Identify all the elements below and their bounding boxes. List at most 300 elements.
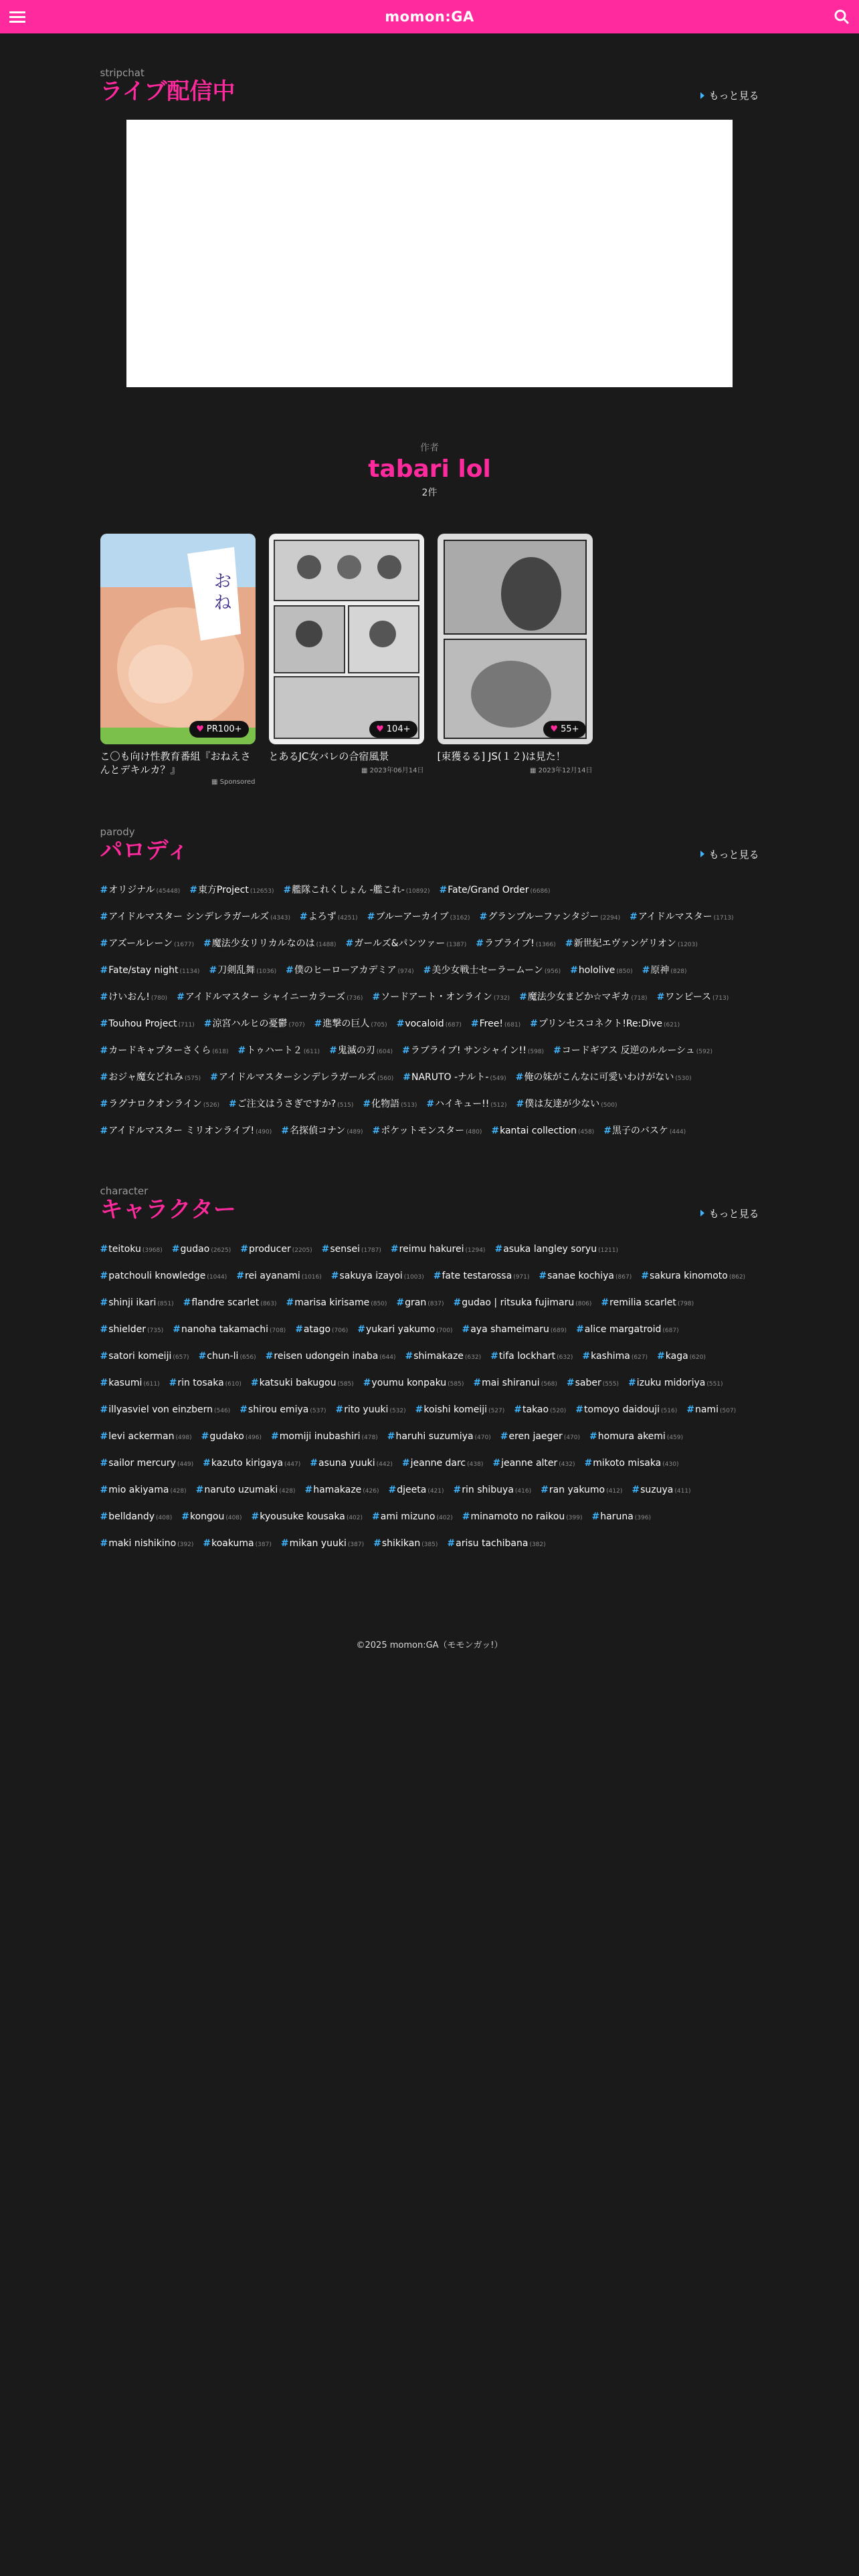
parody-tag[interactable] [439,877,550,904]
hash-icon: # [203,1018,212,1029]
tag-count: (706) [332,1327,349,1334]
tag-name: 僕のヒーローアカデミア [294,964,397,976]
hash-icon: # [237,1045,246,1056]
tag-name: yukari yakumo [365,1323,436,1335]
character-tag[interactable] [632,1477,690,1504]
hash-icon: # [100,1018,108,1029]
character-tag[interactable] [402,1451,483,1477]
tag-count: (408) [156,1514,173,1521]
parody-tag[interactable] [100,904,291,931]
parody-tag[interactable] [491,1118,594,1145]
parody-tag[interactable] [100,1091,220,1118]
tag-name: mio akiyama [108,1484,169,1495]
character-tag[interactable] [203,1531,271,1558]
work-thumbnail[interactable] [438,534,593,744]
tag-count: (470) [474,1434,491,1441]
parody-tag[interactable] [480,904,621,931]
tag-name: hamakaze [313,1484,362,1495]
tag-name: 刀剣乱舞 [217,964,256,976]
work-title[interactable]: とあるJC女バレの合宿風景 [268,750,389,763]
character-tag[interactable] [373,1531,438,1558]
character-tag[interactable] [628,1370,723,1397]
character-tag[interactable] [592,1504,651,1531]
character-tag[interactable] [196,1477,296,1504]
work-title[interactable]: [束獲るる] JS(１２)は見た！ [437,750,566,763]
tag-name: ソードアート・オンライン [381,991,492,1002]
tag-name: levi ackerman [108,1430,175,1442]
tag-count: (2205) [292,1247,312,1254]
tag-name: shirou emiya [248,1404,309,1415]
character-tag[interactable] [462,1504,583,1531]
tag-count: (480) [466,1128,482,1136]
hash-icon: # [100,964,108,976]
character-tag[interactable] [100,1477,187,1504]
character-tag[interactable] [100,1451,194,1477]
tag-name: tomoyo daidouji [584,1404,660,1415]
character-tag[interactable] [657,1344,706,1370]
tag-name: gudao [180,1243,210,1255]
character-tag[interactable] [454,1477,532,1504]
character-tag[interactable] [173,1317,286,1344]
hash-icon: # [210,1071,218,1083]
hash-icon: # [566,1377,575,1388]
character-tag[interactable] [100,1344,189,1370]
tag-count: (1211) [598,1247,619,1254]
parody-tag[interactable] [100,1038,229,1065]
hash-icon: # [447,1537,456,1549]
tag-name: ハイキュー!! [435,1098,490,1109]
tag-name: belldandy [108,1511,155,1522]
tag-count: (549) [490,1075,506,1082]
character-tag[interactable] [539,1263,632,1290]
parody-tag[interactable] [286,958,414,984]
tag-name: ポケットモンスター [381,1125,465,1136]
tag-name: reimu hakurei [399,1243,464,1255]
character-tag[interactable] [183,1290,277,1317]
tag-name: katsuki bakugou [259,1377,337,1388]
character-tag[interactable] [331,1263,424,1290]
character-tag[interactable] [100,1290,174,1317]
live-more-link[interactable] [700,88,759,102]
tag-count: (45448) [156,887,181,895]
character-tag[interactable] [310,1451,393,1477]
parody-tag[interactable] [204,1011,305,1038]
character-tag[interactable] [201,1424,262,1451]
hash-icon: # [514,1404,522,1415]
character-tag[interactable] [100,1424,192,1451]
more-label: もっと見る [708,848,759,861]
parody-tag[interactable] [203,931,337,958]
tag-count: (627) [631,1354,648,1361]
parody-tag[interactable] [565,931,698,958]
character-tag[interactable] [100,1504,173,1531]
hash-icon: # [603,1125,611,1136]
tag-name: rito yuuki [344,1404,389,1415]
hash-icon: # [314,1018,322,1029]
tag-count: (1016) [301,1273,322,1281]
sponsored-label: ▦ Sponsored [211,778,256,786]
hash-icon: # [265,1350,274,1362]
tag-name: mikan yuuki [289,1537,347,1549]
tag-count: (681) [504,1021,521,1029]
tag-count: (449) [177,1461,194,1468]
tag-name: illyasviel von einzbern [108,1404,213,1415]
character-tag[interactable] [434,1263,530,1290]
tag-name: vocaloid [405,1018,444,1029]
tag-count: (1387) [446,941,467,948]
parody-tag[interactable] [402,1038,544,1065]
parody-tag[interactable] [426,1091,506,1118]
character-tag[interactable] [236,1263,322,1290]
character-tag[interactable] [100,1237,163,1263]
tag-count: (1294) [465,1247,486,1254]
character-tag[interactable] [575,1397,677,1424]
tag-name: ami mizuno [380,1511,436,1522]
character-tag[interactable] [372,1504,453,1531]
character-tag[interactable] [462,1317,567,1344]
parody-tag[interactable] [630,904,733,931]
tag-name: アイドルマスターシンデレラガールズ [218,1071,377,1083]
live-title: ライブ配信中 [100,78,235,105]
hash-icon: # [283,884,292,895]
hash-icon: # [372,1511,380,1522]
tag-name: suzuya [640,1484,674,1495]
character-tag[interactable] [389,1477,444,1504]
parody-section [100,826,759,1145]
parody-tag[interactable] [237,1038,320,1065]
parody-tag[interactable] [329,1038,393,1065]
parody-tag[interactable] [284,877,430,904]
hash-icon: # [476,938,484,949]
character-subtitle: character [100,1184,149,1197]
site-logo[interactable]: momon:GA [385,9,474,25]
parody-tag[interactable] [229,1091,353,1118]
parody-tag[interactable] [570,958,633,984]
character-tag[interactable] [447,1531,545,1558]
parody-tag[interactable] [476,931,555,958]
character-tag[interactable] [490,1344,573,1370]
parody-tag[interactable] [471,1011,520,1038]
character-tag[interactable] [473,1370,557,1397]
more-label: もっと見る [708,90,759,102]
tag-count: (489) [347,1128,363,1136]
tag-count: (736) [347,994,363,1002]
tag-count: (490) [256,1128,272,1136]
parody-tag[interactable] [553,1038,712,1065]
character-tag[interactable] [492,1451,575,1477]
character-tag[interactable] [582,1344,648,1370]
character-tag[interactable] [199,1344,256,1370]
character-tag[interactable] [396,1290,444,1317]
tag-count: (385) [421,1541,438,1548]
parody-tag[interactable] [100,877,181,904]
hash-icon: # [321,1243,330,1255]
hash-icon: # [479,911,488,922]
tag-count: (850) [616,968,633,975]
parody-tag[interactable] [300,904,358,931]
tag-count: (707) [288,1021,305,1029]
character-tag[interactable] [391,1237,486,1263]
tag-count: (598) [527,1048,545,1055]
hash-icon: # [363,1098,371,1109]
tag-name: 俺の妹がこんなに可愛いわけがない [524,1071,674,1083]
character-tag[interactable] [100,1370,160,1397]
parody-tag[interactable] [189,877,274,904]
hash-icon: # [286,1297,294,1308]
character-tag[interactable] [601,1290,694,1317]
work-date-text: 2023年12月14日 [538,767,593,775]
character-tag[interactable] [641,1263,745,1290]
parody-tag[interactable] [100,958,200,984]
hash-icon: # [405,1350,413,1362]
tag-count: (4251) [337,914,358,922]
hash-icon: # [462,1323,470,1335]
tag-count: (1787) [361,1247,381,1254]
work-thumbnail[interactable] [100,534,256,744]
tag-name: nami [694,1404,719,1415]
character-tag[interactable] [589,1424,683,1451]
svg-text:お: お [213,572,231,593]
character-tag[interactable] [251,1370,354,1397]
tag-name: 僕は友達が少ない [524,1098,600,1109]
author-section [100,441,759,499]
character-tag[interactable] [172,1237,231,1263]
character-tag[interactable] [266,1344,396,1370]
tag-name: Fate/Grand Order [448,884,529,895]
hash-icon: # [100,911,108,922]
tag-count: (12653) [250,887,274,895]
character-tag[interactable] [514,1397,566,1424]
tag-name: Fate/stay night [108,964,179,976]
parody-tag[interactable] [373,1118,482,1145]
parody-tag[interactable] [346,931,467,958]
tag-count: (713) [712,994,729,1002]
tag-count: (459) [666,1434,684,1441]
tag-name: asuna yuuki [318,1457,375,1469]
character-tag[interactable] [252,1504,363,1531]
tag-count: (560) [377,1075,394,1082]
hash-icon: # [100,1537,108,1549]
like-badge [189,721,248,738]
parody-tag[interactable] [209,958,276,984]
tag-count: (656) [240,1354,256,1361]
parody-tag[interactable] [516,1065,692,1091]
parody-tag[interactable] [100,1065,201,1091]
hash-icon: # [402,1045,410,1056]
tag-count: (718) [631,994,648,1002]
tag-count: (863) [260,1300,277,1307]
character-tag[interactable] [100,1531,194,1558]
tag-count: (632) [557,1354,573,1361]
tag-count: (1713) [713,914,734,922]
tag-count: (568) [541,1380,557,1388]
tag-count: (708) [269,1327,286,1334]
tag-count: (530) [675,1075,692,1082]
character-tag[interactable] [271,1424,378,1451]
tag-count: (851) [157,1300,174,1307]
hash-icon: # [189,884,197,895]
parody-tag[interactable] [100,984,168,1011]
heart-icon: ♥ [376,724,384,735]
hash-icon: # [576,1323,584,1335]
menu-icon[interactable] [8,7,27,26]
tag-name: teitoku [108,1243,141,1255]
hash-icon: # [396,1018,405,1029]
parody-tag[interactable] [657,984,729,1011]
tag-name: shinji ikari [108,1297,157,1308]
character-tag[interactable] [686,1397,736,1424]
tag-count: (496) [245,1434,262,1441]
tag-name: tifa lockhart [498,1350,556,1362]
live-embed-frame[interactable] [126,120,733,387]
character-tag[interactable] [357,1317,452,1344]
character-tag[interactable] [295,1317,348,1344]
tag-name: kashima [591,1350,630,1362]
character-tag-list [100,1237,759,1558]
main-content [100,67,759,1650]
character-tag[interactable] [494,1237,618,1263]
character-tag[interactable] [100,1263,227,1290]
character-tag[interactable] [576,1317,679,1344]
parody-tag[interactable] [372,984,510,1011]
tag-name: ご注文はうさぎですか? [237,1098,337,1109]
parody-more-link[interactable] [700,847,759,861]
work-card[interactable] [269,534,424,786]
work-card[interactable] [438,534,593,786]
tag-name: gudako [209,1430,244,1442]
character-tag[interactable] [100,1397,231,1424]
tag-count: (412) [606,1487,623,1495]
character-tag[interactable] [336,1397,406,1424]
character-tag[interactable] [363,1370,464,1397]
character-tag[interactable] [541,1477,622,1504]
tag-name: kasumi [108,1377,142,1388]
parody-tag[interactable] [516,1091,617,1118]
tag-name: 涼宮ハルヒの憂鬱 [212,1018,288,1029]
tag-name: 美少女戦士セーラームーン [432,964,543,976]
tag-name: コードギアス 反逆のルルーシュ [561,1045,695,1056]
parody-tag[interactable] [397,1011,462,1038]
tag-name: gran [405,1297,427,1308]
hash-icon: # [183,1297,191,1308]
tag-count: (3162) [450,914,470,922]
play-arrow-icon [700,1210,704,1216]
character-tag[interactable] [240,1397,326,1424]
tag-count: (1003) [403,1273,424,1281]
character-tag[interactable] [415,1397,505,1424]
live-section [100,67,759,387]
character-tag[interactable] [304,1477,379,1504]
work-thumbnail[interactable] [269,534,424,744]
character-tag[interactable] [322,1237,381,1263]
tag-count: (438) [467,1461,484,1468]
tag-count: (416) [514,1487,532,1495]
parody-tag[interactable] [519,984,648,1011]
character-tag[interactable] [387,1424,491,1451]
heart-icon: ♥ [196,724,204,735]
parody-tag[interactable] [403,1065,506,1091]
parody-tag[interactable] [367,904,470,931]
tag-count: (620) [689,1354,706,1361]
tag-name: プリンセスコネクト!Re:Dive [538,1018,662,1029]
parody-tag[interactable] [603,1118,686,1145]
character-tag[interactable] [500,1424,580,1451]
like-count: PR100+ [206,724,242,735]
character-tag[interactable] [405,1344,482,1370]
hash-icon: # [100,1098,108,1109]
tag-name: 化物語 [371,1098,400,1109]
character-more-link[interactable] [700,1206,759,1220]
hash-icon: # [367,911,375,922]
hash-icon: # [201,1430,209,1442]
hash-icon: # [553,1045,561,1056]
hash-icon: # [203,938,211,949]
parody-tag[interactable] [177,984,363,1011]
character-tag[interactable] [453,1290,591,1317]
tag-count: (1488) [316,941,337,948]
tag-count: (399) [566,1514,583,1521]
tag-name: maki nishikino [108,1537,177,1549]
parody-tag[interactable] [423,958,561,984]
character-header [100,1185,759,1223]
character-tag[interactable] [169,1370,242,1397]
tag-name: グランブルーファンタジー [488,911,599,922]
work-card[interactable] [100,534,256,786]
tag-name: カードキャプターさくら [108,1045,211,1056]
work-title[interactable]: こ〇も向け性教育番組『おねえさんとデキルカ？』 [100,750,251,776]
hash-icon: # [490,1350,498,1362]
hash-icon: # [281,1125,289,1136]
tag-count: (956) [544,968,561,975]
tag-name: 魔法少女リリカルなのは [211,938,315,949]
hash-icon: # [601,1297,609,1308]
character-tag[interactable] [100,1317,164,1344]
tag-count: (520) [550,1407,567,1414]
parody-tag[interactable] [100,1118,272,1145]
character-tag[interactable] [240,1237,312,1263]
character-tag[interactable] [203,1451,300,1477]
parody-tag[interactable] [100,1011,195,1038]
hash-icon: # [304,1484,313,1495]
hash-icon: # [453,1297,462,1308]
hash-icon: # [240,1243,248,1255]
character-tag[interactable] [584,1451,678,1477]
character-tag[interactable] [181,1504,242,1531]
parody-tag[interactable] [210,1065,393,1091]
parody-tag[interactable] [281,1118,363,1145]
hash-icon: # [173,1323,181,1335]
parody-tag[interactable] [100,931,195,958]
parody-tag[interactable] [314,1011,387,1038]
hash-icon: # [492,1457,501,1469]
works-grid [100,534,759,786]
tag-count: (610) [225,1380,242,1388]
tag-count: (1366) [535,941,556,948]
character-tag[interactable] [281,1531,364,1558]
tag-name: 新世紀エヴァンゲリオン [573,938,676,949]
character-tag[interactable] [286,1290,387,1317]
tag-name: sensei [330,1243,360,1255]
parody-tag[interactable] [363,1091,417,1118]
tag-count: (442) [376,1461,393,1468]
character-tag[interactable] [567,1370,619,1397]
search-icon[interactable] [832,7,851,26]
parody-tag[interactable] [642,958,687,984]
parody-tag[interactable] [530,1011,680,1038]
tag-name: djeeta [397,1484,427,1495]
tag-name: sakuya izayoi [339,1270,403,1281]
tag-name: shimakaze [413,1350,464,1362]
